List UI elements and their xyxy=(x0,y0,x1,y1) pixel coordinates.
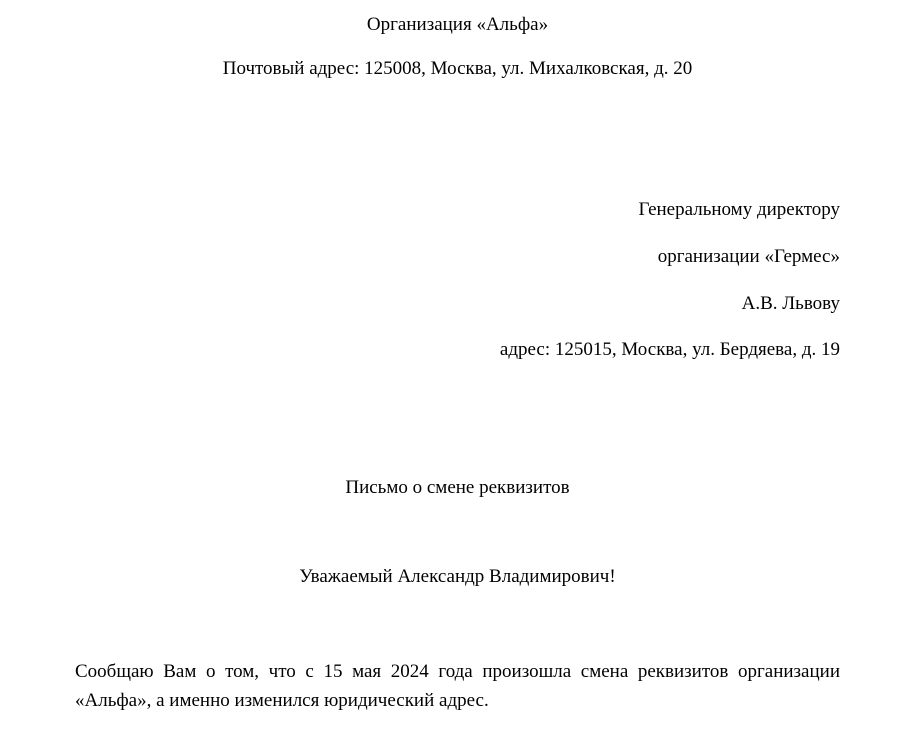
recipient-address: адрес: 125015, Москва, ул. Бердяева, д. 19 xyxy=(499,339,840,360)
recipient-position: Генеральному директору xyxy=(638,199,840,220)
letter-body-paragraph: Сообщаю Вам о том, что с 15 мая 2024 года произошла смена реквизитов организации «Альфа», а именно изменился юридический адрес. xyxy=(75,661,840,711)
letter-subject: Письмо о смене реквизитов xyxy=(345,477,570,498)
sender-postal-address: Почтовый адрес: 125008, Москва, ул. Михалковская, д. 20 xyxy=(222,58,693,79)
recipient-name: А.В. Львову xyxy=(741,293,840,314)
sender-organization: Организация «Альфа» xyxy=(366,14,549,35)
recipient-organization: организации «Гермес» xyxy=(657,246,840,267)
letter-greeting: Уважаемый Александр Владимирович! xyxy=(299,566,616,587)
